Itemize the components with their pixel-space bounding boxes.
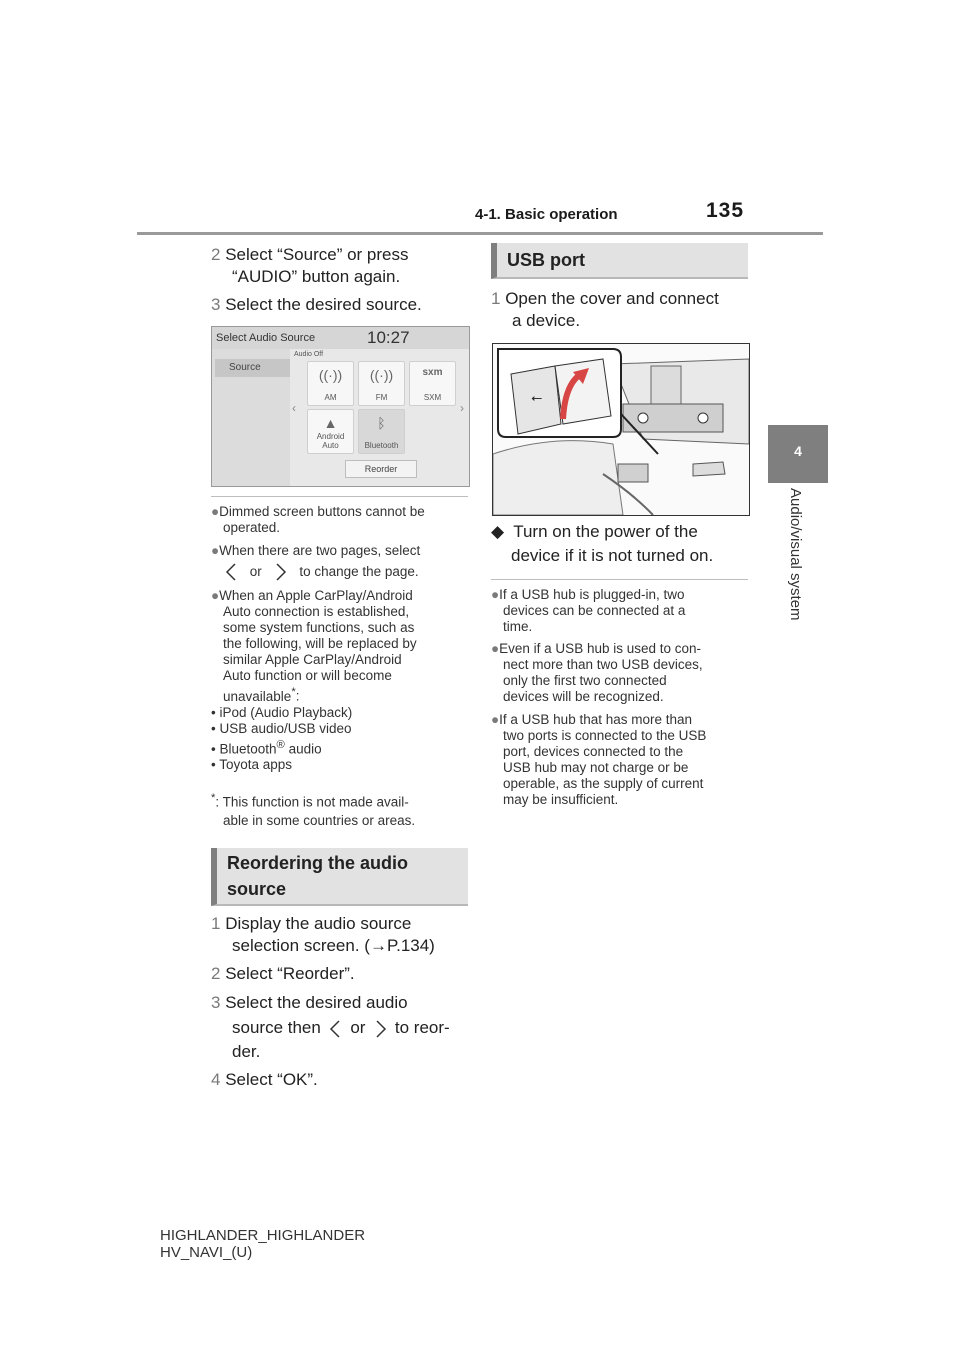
chapter-number: 4 <box>794 443 802 459</box>
note-carplay: ●When an Apple CarPlay/Android Auto connection is established, some system functions, such as the following, will be replaced by similar Apple CarPlay/Android Auto function or will become unavailable*: • iPod (Audio Playback) • USB audio/USB video • Bluetooth® audio • Toyota apps <box>211 588 417 772</box>
chevron-left-icon <box>326 1019 346 1039</box>
step-2-cont: “AUDIO” button again. <box>232 267 401 286</box>
chevron-right-icon <box>370 1019 390 1039</box>
tile-android-auto[interactable]: ▲ Android Auto <box>307 409 354 454</box>
footnote: *: This function is not made avail- able in some countries or areas. <box>211 792 416 828</box>
chevron-left-icon[interactable]: ‹ <box>292 401 296 415</box>
section-title: 4-1. Basic operation <box>475 206 618 223</box>
source-button[interactable]: Source <box>215 359 290 377</box>
audio-source-screen <box>211 326 470 487</box>
usb-step-1-cont: a device. <box>512 311 581 330</box>
step-2: 2 Select “Source” or press <box>211 245 409 264</box>
audio-off-label: Audio Off <box>294 351 324 358</box>
bluetooth-icon: ᛒ <box>377 415 386 431</box>
step-3: 3 Select the desired source. <box>211 295 422 314</box>
header-rule <box>137 232 823 235</box>
chevron-left-icon <box>222 562 242 582</box>
android-auto-icon: ▲ <box>323 415 338 431</box>
radio-wave-icon: ((·)) <box>369 367 394 383</box>
chevron-right-icon[interactable]: › <box>460 401 464 415</box>
divider <box>491 579 748 580</box>
reorder-step-1: 1 Display the audio source <box>211 914 412 933</box>
tile-sxm[interactable]: sxm SXM <box>409 361 456 406</box>
usb-note-1: ●If a USB hub is plugged-in, two devices can be connected at a time. <box>491 587 686 634</box>
tile-bluetooth[interactable]: ᛒ Bluetooth <box>358 409 405 454</box>
section-heading-usb: USB port <box>491 243 748 279</box>
divider <box>211 496 468 497</box>
tile-am[interactable]: ((·)) AM <box>307 361 354 406</box>
document-footer: HIGHLANDER_HIGHLANDER HV_NAVI_(U) <box>160 1227 366 1261</box>
reorder-step-1-cont: selection screen. (→P.134) <box>232 936 435 955</box>
reorder-step-2: 2 Select “Reorder”. <box>211 964 355 983</box>
radio-wave-icon: ((·)) <box>318 367 343 383</box>
usb-tip: ◆ Turn on the power of the device if it is not turned on. <box>491 522 714 565</box>
usb-note-2: ●Even if a USB hub is used to con- nect more than two USB devices, only the first two connected devices will be recognized. <box>491 641 703 704</box>
reorder-step-3: 3 Select the desired audio <box>211 993 408 1012</box>
sxm-logo-icon: sxm <box>422 367 443 378</box>
note-pages: ●When there are two pages, select <box>211 543 421 558</box>
reorder-step-4: 4 Select “OK”. <box>211 1070 318 1089</box>
chapter-label: Audio/visual system <box>787 488 804 621</box>
usb-port-illustration <box>492 343 750 516</box>
usb-note-3: ●If a USB hub that has more than two ports is connected to the USB port, devices connected to the USB hub may not charge or be operable, as the supply of current may be insufficient. <box>491 712 707 807</box>
usb-step-1: 1 Open the cover and connect <box>491 289 719 308</box>
reorder-step-3-cont: source then or to reor- <box>232 1018 450 1037</box>
screen-title: Select Audio Source <box>216 332 316 344</box>
svg-text:⭠: ⭠ <box>531 390 543 406</box>
note-pages-line2: or to change the page. <box>222 561 472 583</box>
tile-fm[interactable]: ((·)) FM <box>358 361 405 406</box>
reorder-step-3-cont2: der. <box>232 1042 261 1061</box>
reorder-button[interactable]: Reorder <box>345 460 417 478</box>
section-heading-reorder: Reordering the audio source <box>211 848 468 906</box>
screen-clock: 10:27 <box>367 328 410 347</box>
note-dimmed: ●Dimmed screen buttons cannot be operated. <box>211 504 425 535</box>
chevron-right-icon <box>270 562 290 582</box>
page-number: 135 <box>706 199 745 222</box>
